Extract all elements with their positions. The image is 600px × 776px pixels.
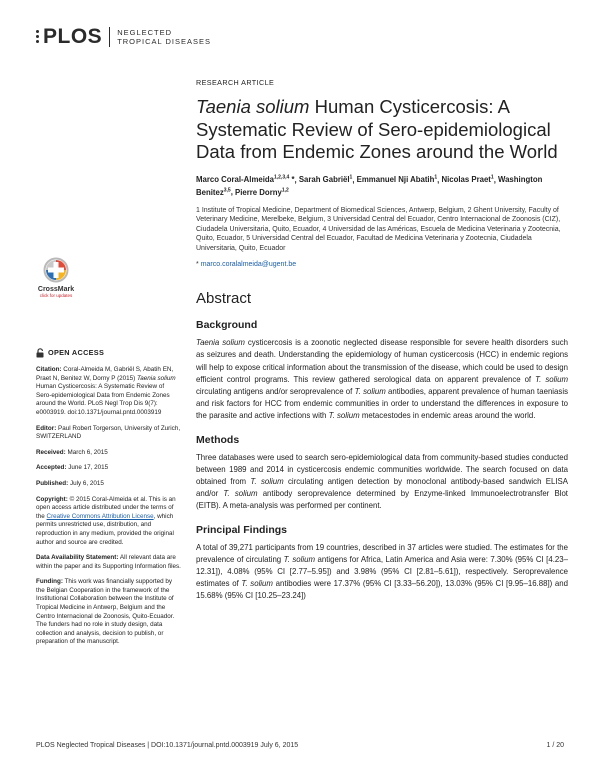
paragraph-segment: circulating antigen detection by monoclonal antibody-based sandwich ELISA and/or	[196, 477, 568, 499]
data-availability-text: All relevant data are within the paper and its Supporting Information files.	[36, 554, 181, 570]
license-link[interactable]: Creative Commons Attribution License	[46, 512, 154, 520]
funding-label: Funding:	[36, 578, 63, 586]
copyright-label: Copyright:	[36, 495, 68, 503]
paragraph-segment: Three databases were used to search sero-epidemiological data from community-based studies conducted between 1989 and 2014 in cysticercosis endemic communities worldwide. The search focused on data obtained from	[196, 452, 568, 487]
paragraph-segment: A total of 39,271 participants from 19 countries, described in 37 articles were studied. The estimates for the prevalence of circulating	[196, 542, 568, 564]
paragraph-segment: metacestodes in endemic areas around the world.	[359, 411, 536, 421]
editor-text: Paul Robert Torgerson, University of Zurich, SWITZERLAND	[36, 424, 181, 441]
citation-text: Coral-Almeida M, Gabriël S, Abatih EN, Praet N, Benitez W, Dorny P (2015)	[36, 366, 174, 382]
open-access-badge	[36, 348, 181, 358]
corresponding-email-line	[196, 261, 568, 268]
author-name: Emmanuel Nji Abatih$^1$	[356, 174, 438, 185]
paragraph-segment: antibody seroprevalence determined by Enzyme-linked Immunoelectrotransfer Blot (EITB). A meta-analysis was performed per continent.	[196, 489, 568, 511]
methods-paragraph	[196, 452, 568, 513]
findings-paragraph	[196, 542, 568, 603]
background-heading: Background	[196, 319, 258, 332]
journal-name-line2: TROPICAL DISEASES	[117, 36, 212, 46]
logo-wordmark: PLOS	[43, 25, 103, 48]
open-lock-icon	[36, 348, 44, 358]
received-block	[36, 449, 181, 458]
data-availability-block	[36, 554, 181, 571]
paragraph-segment: T. solium	[535, 374, 568, 384]
accepted-date: June 17, 2015	[68, 464, 109, 472]
citation-rest: Human Cysticercosis: A Systematic Review of Sero-epidemiological Data from Endemic Zones around the World. PLoS Negl Trop Dis 9(7): e0003919. doi:10.1371/journal.pntd.0003919	[36, 383, 170, 416]
paragraph-segment: antigens for Africa, Latin America and Asia were: 7.30% (95% CI [4.23–12.31]), 4.08% (95% CI [2.77–5.95]) and 3.98% (95% CI [2.81–5.61]), respectively. Seroprevalence estimates of	[196, 554, 568, 589]
received-date: March 6, 2015	[67, 448, 108, 456]
article-sidebar	[36, 348, 181, 654]
author-name: Nicolas Praet$^1$	[441, 174, 494, 185]
copyright-block	[36, 496, 181, 548]
page-number: 1 / 20	[546, 742, 564, 749]
article-type: RESEARCH ARTICLE	[196, 78, 275, 87]
author-name: Pierre Dorny$^{1,2}$	[235, 187, 289, 197]
article-title-rest: Human Cysticercosis: A Systematic Review of Sero-epidemiological Data from Endemic Zones around the World	[196, 96, 558, 162]
paragraph-segment: T. solium	[241, 579, 273, 589]
paragraph-segment: T. solium	[250, 477, 284, 487]
journal-logo	[36, 26, 211, 47]
article-main	[196, 78, 568, 614]
journal-name	[117, 28, 211, 46]
citation-label: Citation:	[36, 366, 62, 373]
abstract-heading: Abstract	[196, 290, 252, 308]
author-list: Marco Coral-Almeida$^{1,2,3,4}$ *, Sarah Gabriël$^1$, Emmanuel Nji Abatih$^1$, Nicolas Praet$^1$, Washington Benitez$^{3,5}$, Pierre Dorny$^{1,2}$	[196, 174, 543, 197]
paragraph-segment: T. solium	[283, 554, 316, 564]
crossmark-icon	[43, 257, 69, 285]
page-footer	[36, 742, 564, 749]
published-block	[36, 480, 181, 489]
background-paragraph	[196, 337, 568, 422]
article-title	[196, 96, 568, 164]
crossmark-badge[interactable]	[36, 257, 76, 298]
accepted-label: Accepted:	[36, 464, 67, 472]
paragraph-segment: T. solium	[223, 489, 258, 499]
copyright-text-end: , which permits unrestricted use, distribution, and reproduction in any medium, provided the original author and source are credited.	[36, 512, 174, 546]
citation-title: Taenia solium	[137, 374, 176, 382]
author-name: Washington Benitez$^{3,5}$	[196, 175, 543, 197]
crossmark-sublabel: click for updates	[39, 293, 73, 298]
received-label: Received:	[36, 448, 66, 456]
methods-heading: Methods	[196, 433, 240, 446]
published-label: Published:	[36, 479, 69, 487]
findings-heading: Principal Findings	[196, 523, 288, 536]
editor-label: Editor:	[36, 424, 57, 432]
paragraph-segment: Taenia solium	[196, 338, 245, 348]
paragraph-segment: cysticercosis is a zoonotic neglected disease responsible for severe health disorders such as seizures and death. Understanding the epidemiology of human cysticercosis (HCC) in endemic regions will help to expose critical information about the transmission of the disease, which could be used to design efficient control programs. This review gathered serological data on apparent prevalence of	[196, 338, 568, 384]
logo-dots-icon	[36, 30, 39, 43]
paragraph-segment: antibodies were 17.37% (95% CI [3.33–56.20]), 13.03% (95% CI [9.95–16.88]) and 15.68% (95% CI [10.25–23.24])	[196, 579, 568, 601]
data-availability-label: Data Availability Statement:	[36, 554, 119, 562]
article-title-italic: Taenia solium	[196, 96, 310, 117]
accepted-block	[36, 464, 181, 473]
paragraph-segment: antibodies, apparent prevalence of human taeniasis and risk factors for HCC from endemic communities in order to understand the differences in exposure to the parasite and active infections with	[196, 387, 568, 421]
email-marker: *	[196, 261, 199, 269]
published-date: July 6, 2015	[69, 479, 104, 487]
affiliations: 1 Institute of Tropical Medicine, Department of Biomedical Sciences, Antwerp, Belgium, 2 Ghent University, Faculty of Veterinary Medicine, Merelbeke, Belgium, 3 Universidad Central del Ecuador, Centro Internacional de Zoonosis (CIZ), Ciudadela Universitaria, Quito, Ecuador, 4 Universidad de las Américas, Escuela de Medicina Veterinaria y Zootecnia, Quito, Ecuador, 5 Universidad Central del Ecuador, Facultad de Medicina Veterinaria y Zootecnia, Ciudadela Universitaria, Quito, Ecuador	[196, 206, 561, 252]
citation-block	[36, 366, 181, 418]
crossmark-label: CrossMark	[37, 286, 75, 293]
author-name: Sarah Gabriël$^1$	[298, 174, 353, 185]
funding-text: This work was financially supported by the Belgian Cooperation in the framework of the Institutional Collaboration between the Institute of Tropical Medicine in Antwerp, Belgium and the Centro Internacional de Zoonosis, Quito-Ecuador. The funders had no role in study design, data collection and analysis, decision to publish, or preparation of the manuscript.	[36, 578, 175, 646]
paragraph-segment: circulating antigens and/or seroprevalence of	[196, 387, 355, 396]
footer-citation: PLOS Neglected Tropical Diseases | DOI:10.1371/journal.pntd.0003919 July 6, 2015	[36, 742, 299, 749]
corresponding-email-link[interactable]: marco.coralalmeida@ugent.be	[200, 261, 297, 269]
author-name: Marco Coral-Almeida$^{1,2,3,4}$ *	[196, 174, 295, 185]
editor-block	[36, 425, 181, 442]
copyright-text: © 2015 Coral-Almeida et al. This is an open access article distributed under the terms of the	[36, 495, 176, 520]
journal-name-line1: NEGLECTED	[117, 27, 173, 37]
paragraph-segment: T. solium	[328, 411, 360, 421]
funding-block	[36, 578, 181, 647]
paragraph-segment: T. solium	[354, 387, 386, 396]
open-access-label: OPEN ACCESS	[48, 347, 105, 357]
